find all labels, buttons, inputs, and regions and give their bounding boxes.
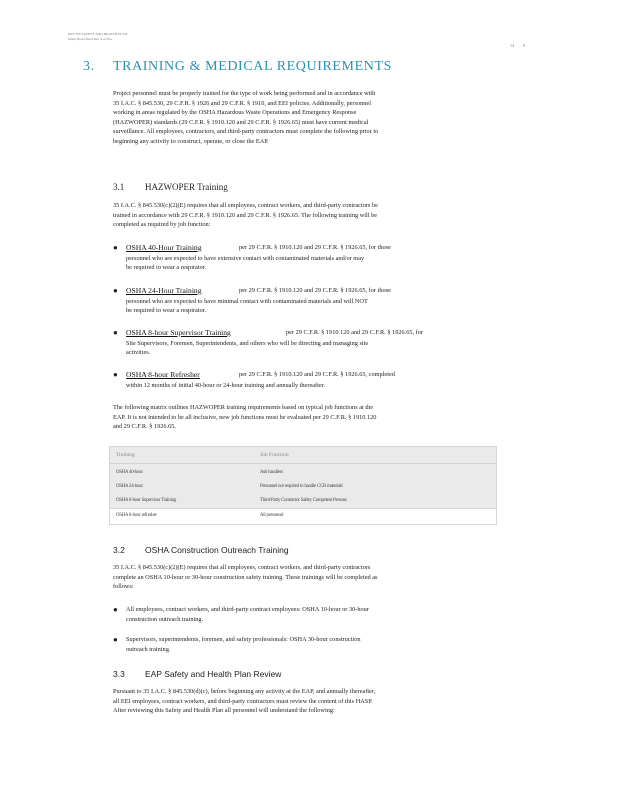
table-row [110, 466, 496, 480]
plan-review-intro: Pursuant to 35 I.A.C. § 845.530(d)(c), before beginning any activity at the EAP, and annually thereafter, all EEI employees, contract workers, and third-party contractors must review the content of this HASP. After reviewing this Safety and Health Plan all personnel will understand the following: [113, 688, 376, 715]
bullet-title: OSHA 8-hour Supervisor Training [126, 328, 231, 337]
bullet-icon: ● [113, 635, 118, 644]
bullet-item [113, 370, 403, 390]
bullet-title: OSHA 24-Hour Training [126, 286, 202, 295]
bullet-text: Supervisors, superintendents, foremen, and safety professionals: OSHA 30-hour construction outreach training. [126, 636, 361, 653]
bullet-text: personnel who are expected to have minimal contact with contaminated materials and will NOT be required to wear a respirator. [126, 297, 368, 315]
page-number: 14 9 [510, 43, 525, 48]
subsection-title: OSHA Construction Outreach Training [145, 545, 289, 555]
bullet-text: All employees, contract workers, and third-party contract employees: OSHA 10-hour or 30-hour construction outreach training. [126, 606, 369, 623]
table-cell: OSHA 8-hour refresher [116, 513, 157, 518]
section-heading [83, 59, 392, 75]
running-header [68, 32, 127, 42]
outreach-intro: 35 I.A.C. § 845.530(c)(2)(E) requires that all employees, contract workers, and third-party contractors complete an OSHA 10-hour or 30-hour construction safety training. These trainings will be completed as follows: [113, 564, 378, 591]
bullet-item [113, 243, 403, 273]
subsection-title: HAZWOPER Training [145, 182, 228, 192]
table-cell: OSHA 8-hour Supervisor Training [116, 498, 177, 503]
bullet-ref: per 29 C.F.R. § 1910.120 and 29 C.F.R. § 1926.65, for those [239, 287, 391, 294]
section-title: TRAINING & MEDICAL REQUIREMENTS [113, 59, 393, 74]
bullet-text: personnel who are expected to have extensive contact with contaminated materials and/or may be required to wear a respirator. [126, 254, 365, 272]
bullet-ref: per 29 C.F.R. § 1910.120 and 29 C.F.R. § 1926.65, completed [239, 371, 395, 378]
table-cell: Personnel not required to handle CCR materials [260, 484, 343, 489]
subsection-heading-plan-review [113, 669, 281, 679]
header-line-2: Jump Street Plant Rev 4 of Nov [68, 37, 113, 41]
header-line-1: DLT 505 SAFETY AND HEALTH PLAN [68, 32, 128, 36]
bullet-text: Site Supervisors, Foremen, Superintendents, and others who will be directing and managing site activities. [126, 339, 369, 357]
subsection-number: 3.3 [113, 669, 125, 679]
bullet-icon: ● [113, 286, 118, 295]
table-cell: Ash handlers [260, 470, 283, 475]
hazwoper-intro: 35 I.A.C. § 845.530(c)(2)(E) requires that all employees, contract workers, and third-party contractors be trained in accordance with 29 C.F.R. § 1910.120 and 29 C.F.R. § 1926.65. The following training will be completed as required by job function: [113, 202, 378, 229]
training-matrix-table [109, 446, 497, 525]
bullet-ref: per 29 C.F.R. § 1910.120 and 29 C.F.R. § 1926.65, for [286, 329, 423, 336]
bullet-item [113, 286, 403, 316]
table-cell: OSHA 24-hour [116, 484, 143, 489]
table-header-job-function: Job Function [260, 452, 289, 458]
bullet-ref: per 29 C.F.R. § 1910.120 and 29 C.F.R. § 1926.65, for those [239, 244, 391, 251]
table-header-row [110, 447, 496, 464]
bullet-icon: ● [113, 328, 118, 337]
bullet-icon: ● [113, 243, 118, 252]
subsection-number: 3.1 [113, 182, 125, 192]
table-cell: Third-Party Contractor Safety Competent Persons [260, 498, 347, 503]
bullet-icon: ● [113, 605, 118, 614]
table-row [110, 480, 496, 494]
bullet-item [113, 635, 403, 654]
table-cell: All personnel [260, 513, 284, 518]
bullet-item [113, 605, 403, 624]
bullet-title: OSHA 8-hour Refresher [126, 370, 200, 379]
table-row [110, 508, 496, 524]
subsection-number: 3.2 [113, 545, 125, 555]
table-header-training: Training [116, 452, 135, 458]
subsection-heading-outreach [113, 545, 289, 555]
section-intro: Project personnel must be properly trained for the type of work being performed and in accordance with 35 I.A.C. § 845.530, 29 C.F.R. § 1926 and 29 C.F.R. § 1910, and EEI policies. Additionally, personnel working in areas regulated by the OSHA Hazardous Waste Operations and Emergency Response (HAZWOPER) standards (29 C.F.R. § 1910.120 and 29 C.F.R. § 1926.65) must have current medical surveillance. All employees, contractors, and third-party contractors must complete the following prior to beginning any activity to construct, operate, or close the EAP. [113, 90, 379, 145]
matrix-intro: The following matrix outlines HAZWOPER training requirements based on typical job functions at the EAP. It is not intended to be all inclusive, new job functions must be evaluated per 29 C.F.R. § 1910.120 and 29 C.F.R. § 1926.65. [113, 404, 377, 431]
section-number: 3. [83, 59, 95, 74]
subsection-title: EAP Safety and Health Plan Review [145, 669, 282, 679]
table-cell: OSHA 40-hour [116, 470, 143, 475]
bullet-text: within 12 months of initial 40-hour or 24-hour training and annually thereafter. [126, 381, 326, 389]
subsection-heading-hazwoper [113, 182, 228, 192]
bullet-item [113, 328, 423, 358]
bullet-icon: ● [113, 370, 118, 379]
bullet-title: OSHA 40-Hour Training [126, 243, 202, 252]
table-row [110, 494, 496, 508]
